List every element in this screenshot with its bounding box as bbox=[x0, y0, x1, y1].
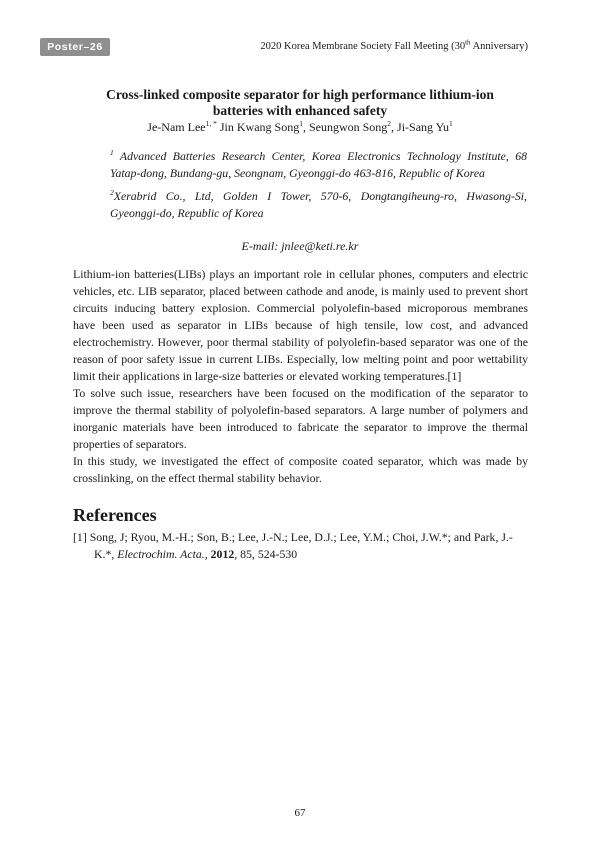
author-list bbox=[73, 120, 527, 135]
author-name: Jin Kwang Song bbox=[219, 120, 300, 134]
references-heading: References bbox=[73, 505, 157, 525]
affiliation-text: Xerabrid Co., Ltd, Golden I Tower, 570-6, Dongtangiheung-ro, Hwasong-Si, Gyeonggi-do, Republic of Korea bbox=[110, 189, 527, 220]
author-separator: , bbox=[302, 120, 309, 134]
reference-line-1: [1] Song, J; Ryou, M.-H.; Son, B.; Lee, J.-N.; Lee, D.J.; Lee, Y.M.; Choi, J.W.*; and Park, J.- bbox=[73, 530, 513, 544]
author-name: Ji-Sang Yu bbox=[397, 120, 449, 134]
conference-name: 2020 Korea Membrane Society Fall Meeting (30 bbox=[260, 41, 466, 52]
reference-line-2 bbox=[73, 546, 528, 563]
author-affiliation-mark: 1 bbox=[299, 119, 303, 128]
reference-item bbox=[73, 529, 528, 563]
author-affiliation-mark: 2 bbox=[387, 119, 392, 128]
affiliation-text: Advanced Batteries Research Center, Korea Electronics Technology Institute, 68 Yatap-dong, Bundang-gu, Seongnam, Gyeonggi-do 463-816, Republic of Korea bbox=[110, 149, 527, 180]
author-name: Seungwon Song bbox=[308, 120, 388, 134]
reference-authors-tail: K.*, bbox=[94, 547, 118, 561]
title-line-1: Cross-linked composite separator for high performance lithium-ion bbox=[106, 87, 494, 102]
abstract-paragraph: Lithium-ion batteries(LIBs) plays an important role in cellular phones, computers and electric vehicles, etc. LIB separator, placed between cathode and anode, is mainly used to prevent short circuits inducing battery explosion. Commercial polyolefin-based microporous membranes have been used as separator in LIBs because of high tensile, low cost, and advanced electrochemistry. However, poor thermal stability of polyolefin-based separator was one of the reason of poor safety issue in current LIBs. Especially, low melting point and poor wettability limit their applications in large-size batteries or elevated working temperatures.[1] bbox=[73, 267, 528, 383]
title-line-2: batteries with enhanced safety bbox=[212, 103, 388, 118]
affiliation-2 bbox=[110, 188, 527, 222]
author-separator: , bbox=[391, 120, 398, 134]
contact-email: E-mail: jnlee@keti.re.kr bbox=[241, 239, 359, 253]
abstract-paragraph: In this study, we investigated the effect of composite coated separator, which was made by crosslinking, on the effect thermal stability behavior. bbox=[73, 454, 528, 485]
abstract-body bbox=[73, 266, 528, 487]
author-affiliation-mark: 1 bbox=[448, 119, 453, 128]
abstract-paragraph: To solve such issue, researchers have been focused on the modification of the separator to improve the thermal stability of polyolefin-based separators. A large number of polymers and inorganic materials have been introduced to fabricate the separator to improve the thermal properties of separators. bbox=[73, 386, 528, 451]
paper-title bbox=[73, 87, 527, 119]
reference-year: 2012 bbox=[210, 547, 235, 561]
reference-journal: Electrochim. Acta., bbox=[117, 547, 208, 561]
conference-anniversary: Anniversary) bbox=[470, 41, 528, 52]
author-name: Je-Nam Lee bbox=[147, 120, 206, 134]
author-affiliation-mark: 1, * bbox=[205, 119, 217, 128]
conference-ordinal-suffix: th bbox=[465, 38, 471, 47]
affiliation-mark: 2 bbox=[110, 188, 114, 198]
affiliation-mark: 1 bbox=[110, 148, 114, 158]
poster-badge: Poster–26 bbox=[40, 38, 110, 56]
conference-header bbox=[260, 38, 528, 52]
affiliation-1 bbox=[110, 148, 527, 182]
reference-volume-pages: , 85, 524-530 bbox=[234, 547, 298, 561]
page-number: 67 bbox=[294, 807, 306, 819]
